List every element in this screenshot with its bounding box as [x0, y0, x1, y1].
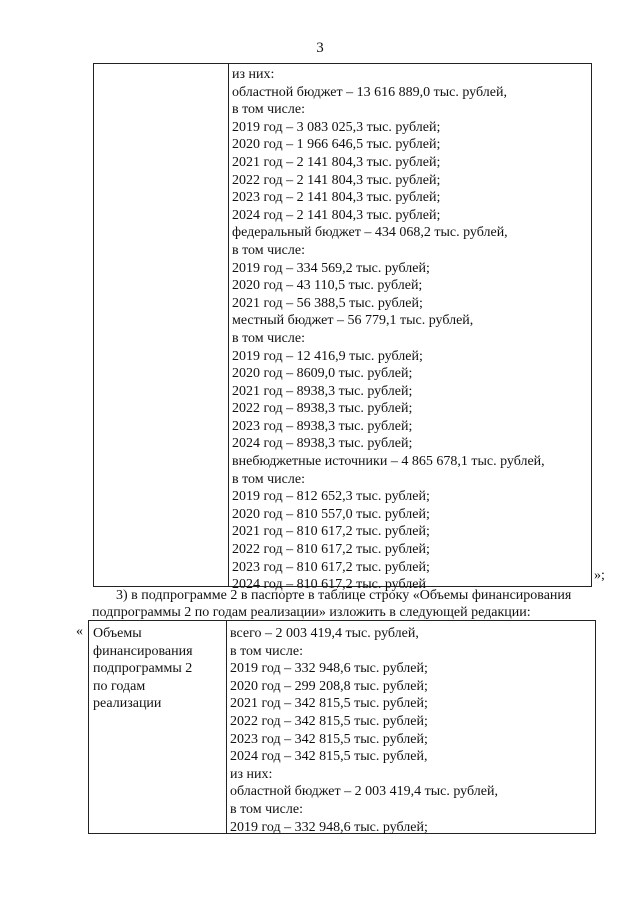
financing-line: 2023 год – 8938,3 тыс. рублей;: [232, 418, 413, 434]
financing-line: 2020 год – 43 110,5 тыс. рублей;: [232, 278, 423, 294]
financing-line: 2019 год – 332 948,6 тыс. рублей;: [230, 819, 428, 835]
financing-line: всего – 2 003 419,4 тыс. рублей,: [230, 626, 419, 641]
financing-line: 2020 год – 299 208,8 тыс. рублей;: [230, 678, 428, 694]
financing-line: 2024 год – 2 141 804,3 тыс. рублей;: [232, 207, 441, 223]
table-left-cell-empty: [94, 64, 229, 586]
financing-line: в том числе:: [232, 330, 305, 346]
financing-line: 2019 год – 812 652,3 тыс. рублей;: [232, 489, 430, 505]
paragraph-line-1: 3) в подпрограмме 2 в паспорте в таблице строку «Объемы финансирования: [116, 588, 572, 603]
financing-line: 2023 год – 810 617,2 тыс. рублей;: [232, 559, 430, 575]
financing-line: 2024 год – 342 815,5 тыс. рублей,: [230, 749, 428, 765]
financing-line: областной бюджет – 13 616 889,0 тыс. рублей,: [232, 84, 507, 100]
row-label-line: подпрограммы 2: [93, 661, 193, 677]
financing-line: из них:: [232, 67, 275, 82]
subprogram-2-financing-table: [88, 620, 596, 834]
paragraph-line-2: подпрограммы 2 по годам реализации» изложить в следующей редакции:: [92, 605, 531, 620]
financing-line: 2019 год – 3 083 025,3 тыс. рублей;: [232, 119, 441, 135]
financing-line: 2020 год – 1 966 646,5 тыс. рублей;: [232, 137, 441, 153]
financing-line: в том числе:: [232, 471, 305, 487]
closing-quote-mark: »;: [594, 568, 605, 583]
financing-line: федеральный бюджет – 434 068,2 тыс. рублей,: [232, 225, 508, 241]
financing-line: 2024 год – 810 617,2 тыс. рублей: [232, 577, 426, 593]
financing-line: 2022 год – 8938,3 тыс. рублей;: [232, 401, 413, 417]
financing-table-continued: [93, 63, 592, 593]
financing-line: 2023 год – 342 815,5 тыс. рублей;: [230, 731, 428, 747]
row-label-line: финансирования: [93, 643, 193, 659]
financing-line: местный бюджет – 56 779,1 тыс. рублей,: [232, 313, 474, 329]
financing-line: областной бюджет – 2 003 419,4 тыс. рублей,: [230, 784, 498, 800]
row-label-line: реализации: [93, 696, 162, 712]
financing-line: 2021 год – 342 815,5 тыс. рублей;: [230, 696, 428, 712]
opening-quote-mark: «: [76, 624, 83, 639]
page-number: 3: [316, 40, 324, 56]
financing-line: 2023 год – 2 141 804,3 тыс. рублей;: [232, 190, 441, 206]
financing-line: в том числе:: [230, 801, 303, 817]
financing-line: 2022 год – 810 617,2 тыс. рублей;: [232, 542, 430, 558]
financing-line: внебюджетные источники – 4 865 678,1 тыс. рублей,: [232, 454, 545, 470]
financing-line: 2024 год – 8938,3 тыс. рублей;: [232, 436, 413, 452]
table-right-cell: [227, 621, 595, 833]
financing-line: 2019 год – 12 416,9 тыс. рублей;: [232, 348, 423, 364]
financing-line: в том числе:: [230, 643, 303, 659]
financing-line: 2021 год – 2 141 804,3 тыс. рублей;: [232, 154, 441, 170]
financing-line: 2019 год – 332 948,6 тыс. рублей;: [230, 661, 428, 677]
financing-line: в том числе:: [232, 242, 305, 258]
financing-line: 2020 год – 810 557,0 тыс. рублей;: [232, 506, 430, 522]
table-right-cell: [229, 64, 591, 593]
financing-line: 2021 год – 56 388,5 тыс. рублей;: [232, 295, 423, 311]
financing-line: в том числе:: [232, 102, 305, 118]
row-label-line: по годам: [93, 678, 146, 694]
financing-line: 2022 год – 2 141 804,3 тыс. рублей;: [232, 172, 441, 188]
row-label-line: Объемы: [93, 626, 142, 641]
financing-line: 2021 год – 810 617,2 тыс. рублей;: [232, 524, 430, 540]
financing-line: 2019 год – 334 569,2 тыс. рублей;: [232, 260, 430, 276]
financing-line: 2022 год – 342 815,5 тыс. рублей;: [230, 713, 428, 729]
table-left-cell-label: [89, 621, 227, 833]
financing-line: 2020 год – 8609,0 тыс. рублей;: [232, 366, 413, 382]
financing-line: из них:: [230, 766, 273, 782]
financing-line: 2021 год – 8938,3 тыс. рублей;: [232, 383, 413, 399]
